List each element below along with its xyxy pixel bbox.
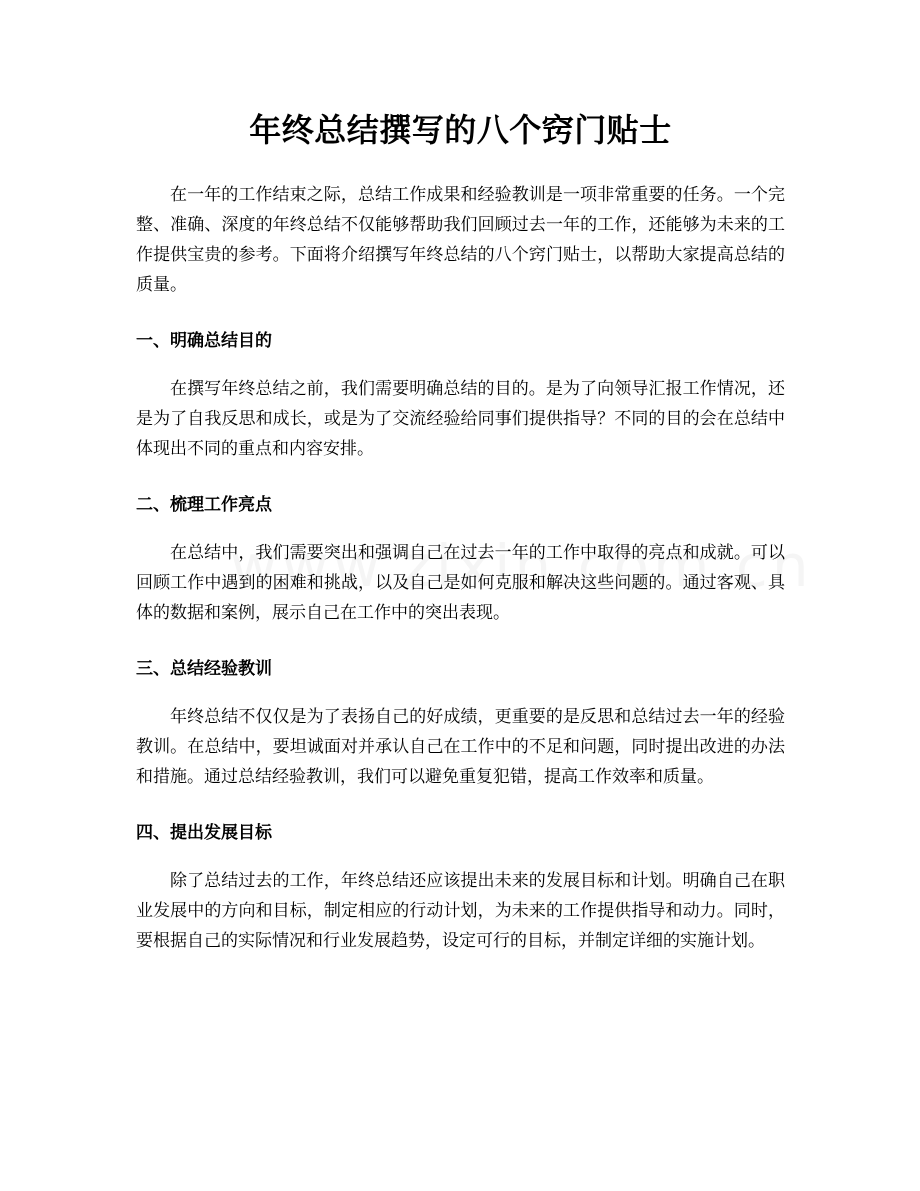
- section-body-2: 在总结中，我们需要突出和强调自己在过去一年的工作中取得的亮点和成就。可以回顾工作中遇到的困难和挑战，以及自己是如何克服和解决这些问题的。通过客观、具体的数据和案例，展示自己在工作中的突出表现。: [136, 543, 785, 623]
- document-content: [136, 180, 785, 956]
- section-heading-3: 三、总结经验教训: [136, 659, 272, 679]
- section-heading-2: 二、梳理工作亮点: [136, 495, 272, 515]
- section-heading-4: 四、提出发展目标: [136, 823, 272, 843]
- section-body-3: 年终总结不仅仅是为了表扬自己的好成绩，更重要的是反思和总结过去一年的经验教训。在总结中，要坦诚面对并承认自己在工作中的不足和问题，同时提出改进的办法和措施。通过总结经验教训，我们可以避免重复犯错，提高工作效率和质量。: [136, 707, 785, 787]
- section-heading-1: 一、明确总结目的: [136, 331, 272, 351]
- section-body-1: 在撰写年终总结之前，我们需要明确总结的目的。是为了向领导汇报工作情况，还是为了自我反思和成长，或是为了交流经验给同事们提供指导？不同的目的会在总结中体现出不同的重点和内容安排。: [136, 379, 785, 459]
- intro-paragraph: 在一年的工作结束之际，总结工作成果和经验教训是一项非常重要的任务。一个完整、准确、深度的年终总结不仅能够帮助我们回顾过去一年的工作，还能够为未来的工作提供宝贵的参考。下面将介绍撰写年终总结的八个窍门贴士，以帮助大家提高总结的质量。: [136, 185, 785, 295]
- section-body-4: 除了总结过去的工作，年终总结还应该提出未来的发展目标和计划。明确自己在职业发展中的方向和目标，制定相应的行动计划，为未来的工作提供指导和动力。同时，要根据自己的实际情况和行业发展趋势，设定可行的目标，并制定详细的实施计划。: [136, 871, 785, 951]
- document-title: 年终总结撰写的八个窍门贴士: [249, 111, 672, 149]
